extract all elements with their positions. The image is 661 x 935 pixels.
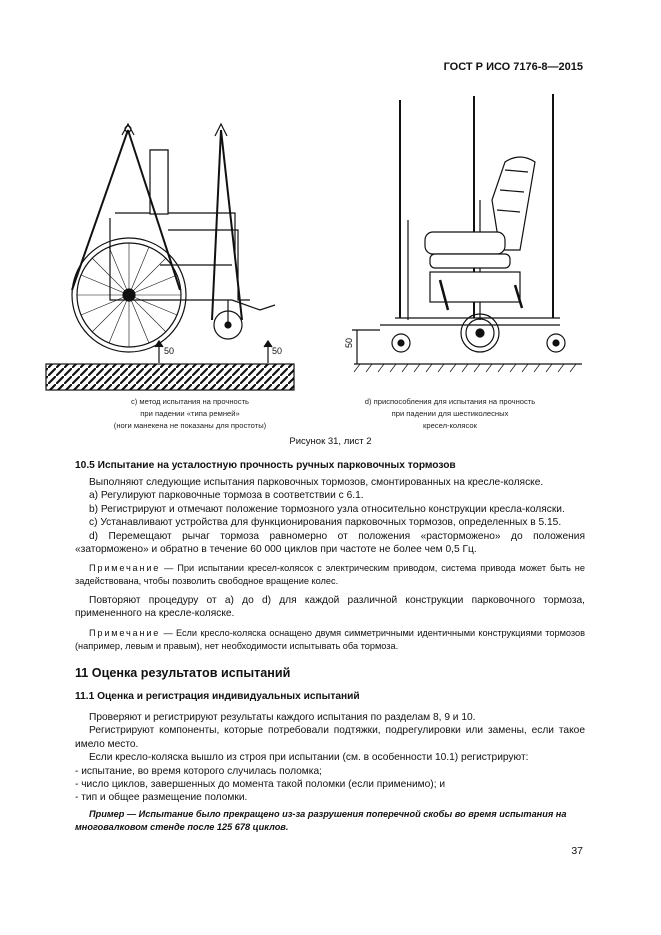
page-number: 37 — [571, 845, 583, 857]
section-10-5-body — [75, 476, 585, 556]
caption-line: при падении для шестиколесных — [391, 409, 509, 418]
bullet-item: - число циклов, завершенных до момента такой поломки (если применимо); и — [75, 779, 446, 791]
paragraph: Регистрируют компоненты, которые потребовали подтяжки, подрегулировки или замены, если такое имело место. — [75, 725, 585, 750]
step-item: a) Регулируют парковочные тормоза в соответствии с 6.1. — [89, 490, 364, 502]
bullet-item: - испытание, во время которого случилась поломка; — [75, 765, 322, 777]
section-heading: 11 Оценка результатов испытаний — [75, 666, 291, 680]
section-heading: 10.5 Испытание на усталостную прочность ручных парковочных тормозов — [75, 460, 456, 471]
paragraph: Проверяют и регистрируют результаты каждого испытания по разделам 8, 9 и 10. — [89, 712, 476, 723]
subsection-heading: 11.1 Оценка и регистрация индивидуальных испытаний — [75, 691, 360, 702]
note-2 — [75, 627, 585, 652]
figure-title: Рисунок 31, лист 2 — [289, 436, 372, 447]
note-1 — [75, 562, 585, 587]
note-label: Примечание — [89, 563, 161, 573]
example — [75, 808, 585, 833]
document-header: ГОСТ Р ИСО 7176-8—2015 — [443, 61, 583, 73]
dimension-label: 50 — [164, 346, 175, 356]
caption-d — [345, 396, 555, 432]
caption-line: при падении «типа ремней» — [140, 409, 240, 418]
example-text: — Испытание было прекращено из-за разрушения поперечной скобы во время испытания на многовалковом стенде после 125 678 циклов. — [75, 809, 567, 832]
step-item: d) Перемещают рычаг тормоза равномерно от положения «расторможено» до положения «заторможено» и обратно в течение 60 000 циклов при частоте не более чем 0,5 Гц. — [75, 530, 585, 556]
section-11-body — [75, 711, 585, 805]
dimension-label: 50 — [344, 337, 355, 349]
note-text: — При испытании кресел-колясок с электрическим приводом, система привода может быть не задействована, чтобы позволить свободное вращение колес. — [75, 563, 585, 586]
bullet-item: - тип и общее размещение поломки. — [75, 792, 248, 804]
step-item: c) Устанавливают устройства для функционирования парковочных тормозов, определенных в 5.15. — [89, 517, 562, 529]
note-label: Примечание — [89, 628, 161, 638]
caption-line: кресел-колясок — [423, 421, 477, 430]
caption-line: (ноги манекена не показаны для простоты) — [113, 421, 267, 430]
step-item: b) Регистрируют и отмечают положение тормозного узла относительно конструкции кресла-коляски. — [89, 503, 565, 515]
example-label: Пример — [89, 809, 125, 819]
paragraph: Повторяют процедуру от a) до d) для каждой различной конструкции парковочного тормоза, примененного на кресле-коляске. — [75, 595, 585, 620]
caption-c — [100, 396, 280, 432]
caption-line: d) приспособления для испытания на прочность — [364, 397, 536, 406]
paragraph: Выполняют следующие испытания парковочных тормозов, смонтированных на кресле-коляске. — [89, 477, 544, 488]
caption-line: с) метод испытания на прочность — [130, 397, 250, 406]
note-text: — Если кресло-коляска оснащено двумя симметричными идентичными конструкциями тормозов (например, левым и правым), нет необходимости испытывать оба тормоза. — [75, 628, 585, 651]
dimension-label: 50 — [272, 346, 283, 356]
paragraph: Если кресло-коляска вышло из строя при испытании (см. в особенности 10.1) регистрируют: — [89, 752, 529, 764]
